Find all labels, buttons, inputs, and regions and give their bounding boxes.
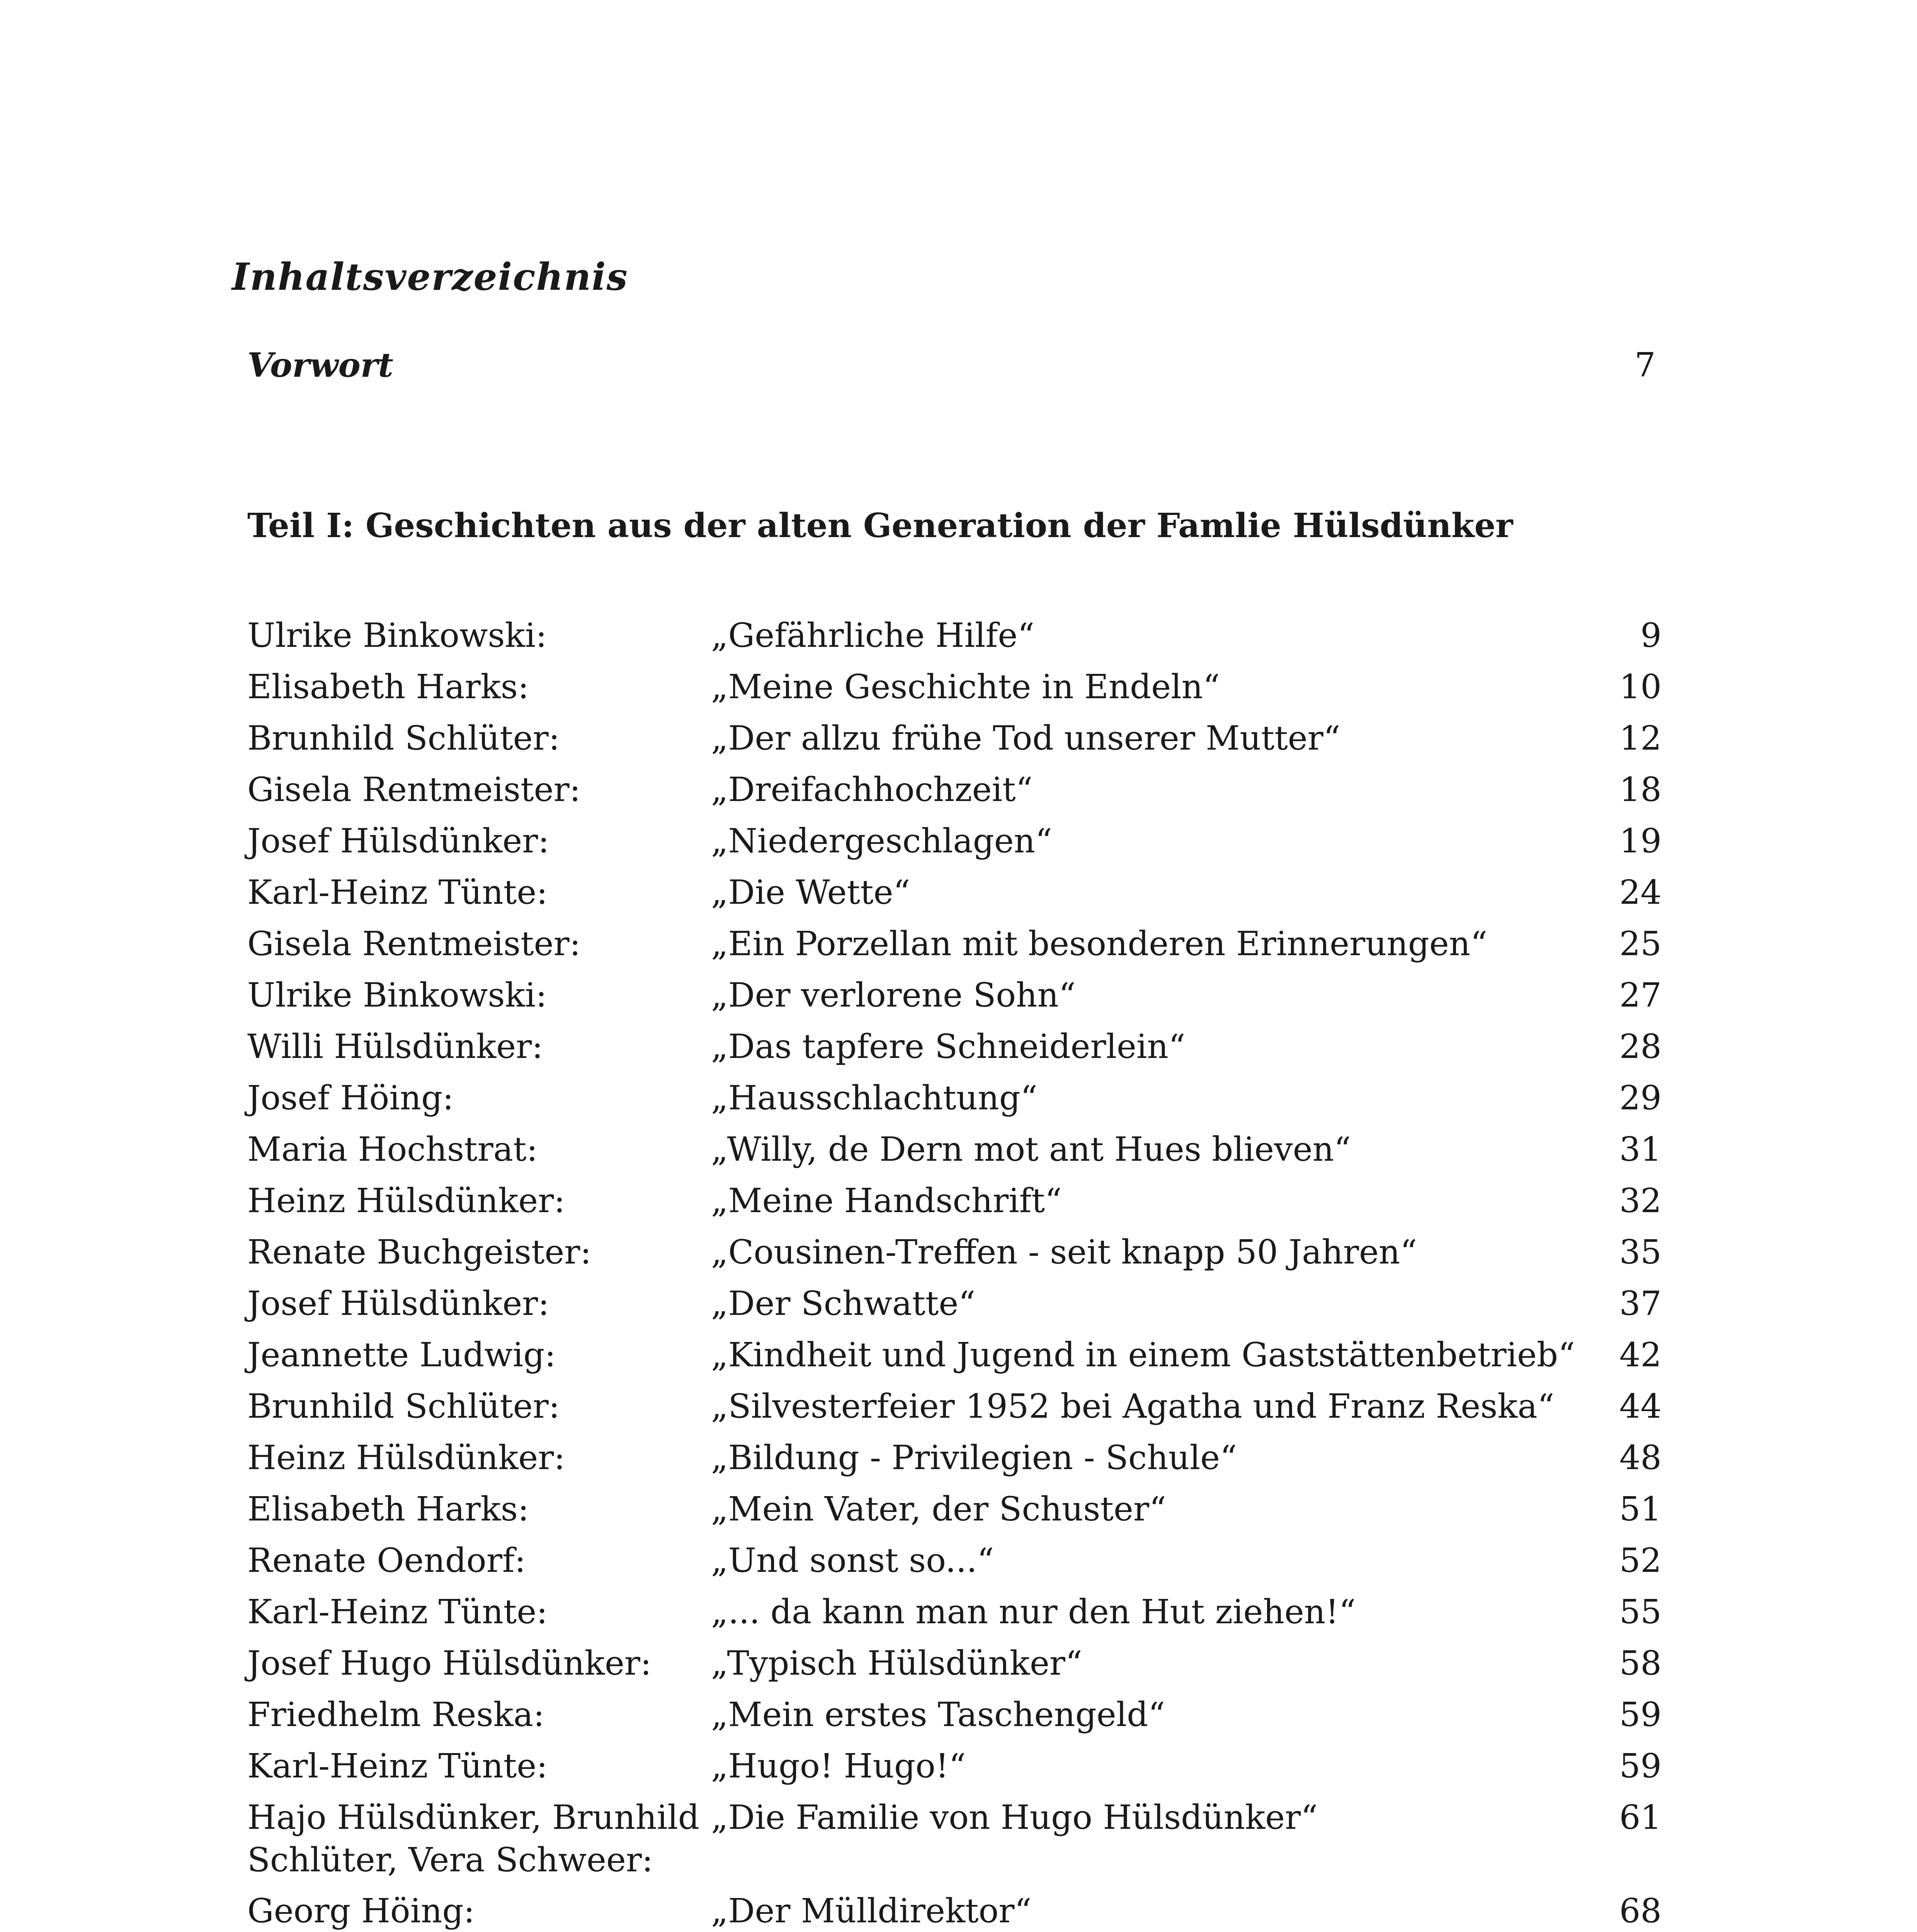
toc-entry-page: 28 [1619, 1027, 1662, 1066]
toc-entry-page: 32 [1619, 1182, 1662, 1220]
toc-entry-title: „Bildung - Privilegien - Schule“ [711, 1439, 1237, 1477]
toc-entry-page: 48 [1619, 1439, 1662, 1477]
toc-entry-page: 10 [1619, 668, 1662, 706]
toc-entry-title: „Der Mülldirektor“ [711, 1892, 1032, 1930]
toc-entry [247, 974, 1669, 1026]
toc-entry-title: „Willy, de Dern mot ant Hues blieven“ [711, 1130, 1351, 1169]
toc-entry-title: „Cousinen-Treffen - seit knapp 50 Jahren“ [711, 1233, 1417, 1272]
toc-entry-author: Georg Höing: [247, 1892, 475, 1930]
toc-entry-author: Maria Hochstrat: [247, 1130, 538, 1169]
toc-entry-author: Friedhelm Reska: [247, 1696, 545, 1734]
toc-list [247, 614, 1669, 1932]
toc-entry [247, 666, 1669, 717]
toc-entry-page: 12 [1619, 719, 1662, 758]
toc-entry [247, 1591, 1669, 1642]
toc-preface-page: 7 [1635, 346, 1656, 384]
toc-entry [247, 717, 1669, 769]
toc-entry [247, 1796, 1669, 1890]
toc-entry [247, 1745, 1669, 1796]
toc-entry-title: „Das tapfere Schneiderlein“ [711, 1027, 1186, 1066]
toc-entry-author: Gisela Rentmeister: [247, 770, 581, 809]
toc-entry-title: „Meine Handschrift“ [711, 1182, 1062, 1220]
toc-entry-page: 25 [1619, 925, 1662, 963]
toc-entry-page: 35 [1619, 1233, 1662, 1272]
toc-entry [247, 1437, 1669, 1488]
toc-entry [247, 1128, 1669, 1180]
toc-entry-title: „Der Schwatte“ [711, 1284, 976, 1323]
toc-entry-title: „... da kann man nur den Hut ziehen!“ [711, 1593, 1356, 1631]
toc-entry-title: „Mein Vater, der Schuster“ [711, 1490, 1166, 1529]
toc-entry-author: Elisabeth Harks: [247, 668, 529, 706]
toc-entry-author: Renate Buchgeister: [247, 1233, 592, 1272]
toc-entry [247, 1282, 1669, 1334]
toc-entry-author: Karl-Heinz Tünte: [247, 1747, 548, 1786]
toc-entry-page: 52 [1619, 1541, 1662, 1580]
toc-entry [247, 1231, 1669, 1282]
toc-entry [247, 871, 1669, 923]
toc-entry-title: „Niedergeschlagen“ [711, 822, 1052, 861]
toc-entry-author: Heinz Hülsdünker: [247, 1439, 565, 1477]
toc-entry-author: Jeannette Ludwig: [247, 1336, 556, 1374]
toc-entry-author: Hajo Hülsdünker, Brunhild Schlüter, Vera Schweer: [247, 1798, 699, 1879]
toc-entry [247, 1334, 1669, 1385]
toc-entry-page: 18 [1619, 770, 1662, 809]
toc-entry-title: „Dreifachhochzeit“ [711, 770, 1033, 809]
toc-entry-author: Josef Höing: [247, 1079, 454, 1117]
toc-entry-author: Gisela Rentmeister: [247, 925, 581, 963]
toc-entry [247, 614, 1669, 666]
toc-entry [247, 769, 1669, 820]
toc-entry-author: Willi Hülsdünker: [247, 1027, 543, 1066]
toc-entry-title: „Die Familie von Hugo Hülsdünker“ [711, 1798, 1318, 1837]
toc-entry-author: Brunhild Schlüter: [247, 1387, 560, 1426]
toc-entry-page: 59 [1619, 1696, 1662, 1734]
toc-entry-author: Karl-Heinz Tünte: [247, 873, 548, 912]
toc-entry [247, 1180, 1669, 1231]
toc-preface-label: Vorwort [247, 346, 393, 385]
document-title: Inhaltsverzeichnis [232, 255, 628, 299]
toc-entry-page: 37 [1619, 1284, 1662, 1323]
toc-entry-author: Heinz Hülsdünker: [247, 1182, 565, 1220]
toc-entry-title: „Ein Porzellan mit besonderen Erinnerungen“ [711, 925, 1488, 963]
toc-entry-title: „Die Wette“ [711, 873, 910, 912]
toc-entry-page: 55 [1619, 1593, 1662, 1631]
toc-entry-page: 24 [1619, 873, 1662, 912]
toc-entry-page: 29 [1619, 1079, 1662, 1117]
toc-entry [247, 820, 1669, 871]
toc-entry-page: 31 [1619, 1130, 1662, 1169]
toc-entry-author: Renate Oendorf: [247, 1541, 526, 1580]
toc-entry-author: Ulrike Binkowski: [247, 616, 547, 655]
toc-entry-page: 27 [1619, 976, 1662, 1015]
toc-entry-title: „Kindheit und Jugend in einem Gaststättenbetrieb“ [711, 1336, 1575, 1374]
toc-entry-title: „Typisch Hülsdünker“ [711, 1644, 1082, 1683]
section-heading: Teil I: Geschichten aus der alten Generation der Famlie Hülsdünker [247, 506, 1513, 545]
toc-entry [247, 1385, 1669, 1437]
toc-entry-page: 42 [1619, 1336, 1662, 1374]
toc-entry-title: „Hugo! Hugo!“ [711, 1747, 966, 1786]
toc-entry-title: „Meine Geschichte in Endeln“ [711, 668, 1220, 706]
toc-entry [247, 1488, 1669, 1539]
toc-entry-page: 61 [1619, 1798, 1662, 1837]
toc-entry-page: 59 [1619, 1747, 1662, 1786]
toc-entry [247, 1890, 1669, 1932]
toc-entry-author: Josef Hugo Hülsdünker: [247, 1644, 651, 1683]
toc-entry-author: Karl-Heinz Tünte: [247, 1593, 548, 1631]
toc-entry-title: „Gefährliche Hilfe“ [711, 616, 1035, 655]
toc-entry-title: „Hausschlachtung“ [711, 1079, 1038, 1117]
toc-entry-author: Brunhild Schlüter: [247, 719, 560, 758]
toc-entry-title: „Der allzu frühe Tod unserer Mutter“ [711, 719, 1340, 758]
toc-entry-title: „Silvesterfeier 1952 bei Agatha und Franz Reska“ [711, 1387, 1555, 1426]
toc-entry-page: 68 [1619, 1892, 1662, 1930]
toc-entry-page: 44 [1619, 1387, 1662, 1426]
toc-entry [247, 1694, 1669, 1745]
toc-entry-page: 9 [1640, 616, 1662, 655]
toc-entry [247, 923, 1669, 974]
toc-entry-page: 58 [1619, 1644, 1662, 1683]
toc-preface-row [247, 346, 1654, 392]
toc-entry-author: Elisabeth Harks: [247, 1490, 529, 1529]
toc-entry [247, 1026, 1669, 1077]
toc-entry-page: 19 [1619, 822, 1662, 861]
toc-entry-author: Josef Hülsdünker: [247, 1284, 549, 1323]
toc-entry [247, 1539, 1669, 1591]
toc-entry [247, 1077, 1669, 1128]
toc-entry-author: Ulrike Binkowski: [247, 976, 547, 1015]
toc-entry-title: „Der verlorene Sohn“ [711, 976, 1076, 1015]
toc-entry-author: Josef Hülsdünker: [247, 822, 549, 861]
toc-entry-title: „Mein erstes Taschengeld“ [711, 1696, 1165, 1734]
toc-entry [247, 1642, 1669, 1694]
toc-entry-title: „Und sonst so...“ [711, 1541, 994, 1580]
toc-entry-page: 51 [1619, 1490, 1662, 1529]
